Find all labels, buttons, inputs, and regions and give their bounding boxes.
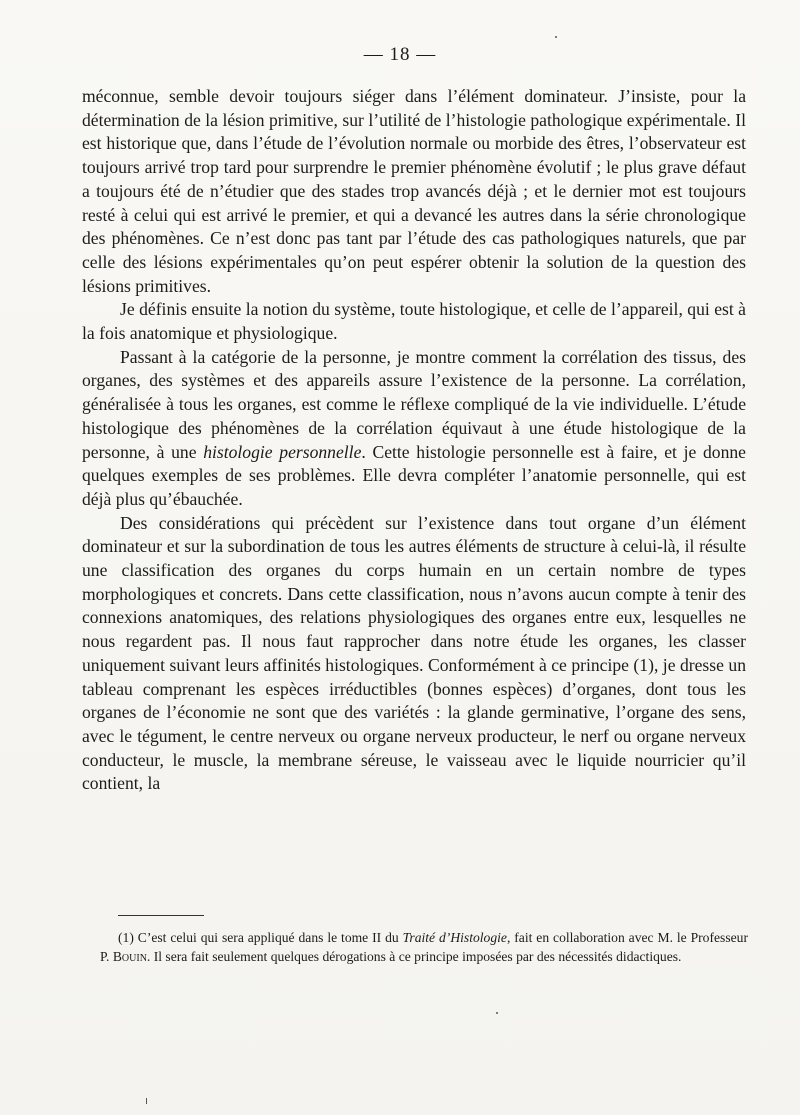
footnote-book-title: Traité d’Histologie <box>402 930 507 945</box>
footnote-text-middle: , fait en collaboration avec M. le Professeur P. <box>100 930 748 964</box>
paper-speck <box>555 36 557 38</box>
paragraph-2 <box>82 298 746 345</box>
body-text <box>82 85 746 796</box>
footnote-divider <box>118 915 204 916</box>
paragraph-3-text-start: Passant à la catégorie de la personne, je montre comment la corrélation des tissus, des organes, des systèmes et des appareils assure l’existence de la personne. La corrélation, généralisée à tous les organes, est comme le réflexe compliqué de la vie individuelle. L’étude histologique des phénomènes de la corrélation équivaut à une étude histologique de la personne, à une <box>82 346 746 462</box>
paragraph-4 <box>82 512 746 796</box>
footnote-text-end: . Il sera fait seulement quelques dérogations à ce principe imposées par des nécessités didactiques. <box>146 949 682 964</box>
footnote <box>100 928 748 966</box>
paragraph-3-italic-term: histologie personnelle <box>203 441 362 462</box>
paragraph-1-text: méconnue, semble devoir toujours siéger dans l’élément dominateur. J’insiste, pour la détermination de la lésion primitive, sur l’utilité de l’histologie pathologique expérimentale. Il est historique que, dans l’étude de l’évolution normale ou morbide des êtres, l’observateur est toujours arrivé trop tard pour surprendre le premier phénomène évolutif ; le plus grave défaut a toujours été de n’étudier que des stades trop avancés déjà ; et le dernier mot est toujours resté à celui qui est arrivé le premier, et qui a devancé les autres dans la série chronologique des phénomènes. Ce n’est donc pas tant par l’étude des cas pathologiques naturels, que par celle des lésions expérimentales qu’on peut espérer obtenir la solution de la question des lésions primitives. <box>82 86 746 296</box>
footnote-author-name: Bouin <box>112 949 147 964</box>
paragraph-3 <box>82 346 746 512</box>
paper-speck <box>146 1098 147 1104</box>
footnote-text-start: (1) C’est celui qui sera appliqué dans le tome II du <box>118 930 403 945</box>
paper-speck <box>496 1012 498 1014</box>
page-number: — 18 — <box>363 44 437 65</box>
paragraph-4-text: Des considérations qui précèdent sur l’existence dans tout organe d’un élément dominateur et sur la subordination de tous les autres éléments de structure à celui-là, il résulte une classification des organes du corps humain en un certain nombre de types morphologiques et concrets. Dans cette classification, nous n’avons aucun compte à tenir des connexions anatomiques, des relations physiologiques des organes entre eux, lesquelles ne nous regardent pas. Il nous faut rapprocher dans notre étude les organes, les classer uniquement suivant leurs affinités histologiques. Conformément à ce principe (1), je dresse un tableau comprenant les espèces irréductibles (bonnes espèces) d’organes, dont tous les organes de l’économie ne sont que des variétés : la glande germinative, l’organe des sens, avec le tégument, le centre nerveux ou organe nerveux producteur, le nerf ou organe nerveux conducteur, le muscle, la membrane séreuse, le vaisseau avec le liquide nourricier qu’il contient, la <box>82 512 746 794</box>
paragraph-2-text: Je définis ensuite la notion du système, toute histologique, et celle de l’appareil, qui est à la fois anatomique et physiologique. <box>82 299 746 344</box>
paragraph-1 <box>82 85 746 298</box>
paragraph-3-text-end: . Cette histologie personnelle est à faire, et je donne quelques exemples de ses problèmes. Elle devra compléter l’anatomie personnelle, qui est déjà plus qu’ébauchée. <box>82 441 746 509</box>
